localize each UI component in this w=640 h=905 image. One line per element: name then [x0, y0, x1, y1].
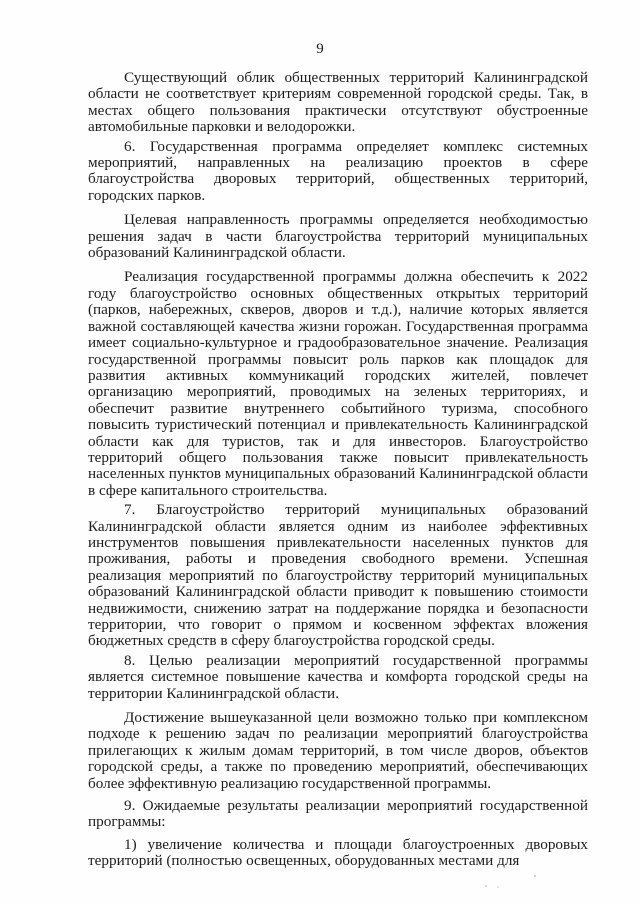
paragraph-public-areas: Существующий облик общественных территорий Калининградской области не соответствует критериям современной городской среды. Так, в местах общего пользования практически отсутствуют обустроенные автомобильные парковки и велодорожки. [88, 69, 588, 136]
paragraph-goal-achievement: Достижение вышеуказанной цели возможно только при комплексном подходе к решению задач по реализации мероприятий благоустройства прилегающих к жилым домам территорий, в том числе дворов, объектов городской среды, а также по проведению мероприятий, обеспечивающих более эффективную реализацию государственной программы. [88, 709, 588, 792]
paragraph-item-9: 9. Ожидаемые результаты реализации мероприятий государственной программы: [88, 797, 588, 831]
page-number: 9 [316, 41, 324, 57]
paragraph-result-1: 1) увеличение количества и площади благоустроенных дворовых территорий (полностью освещенных, оборудованных местами для [88, 835, 588, 870]
scan-specks [480, 872, 560, 892]
paragraph-item-6: 6. Государственная программа определяет комплекс системных мероприятий, направленных на реализацию проектов в сфере благоустройства дворовых территорий, общественных территорий, городских парков. [88, 137, 588, 204]
paragraph-item-7: 7. Благоустройство территорий муниципальных образований Калининградской области является одним из наиболее эффективных инструментов повышения привлекательности населенных пунктов для проживания, работы и проведения свободного времени. Успешная реализация мероприятий по благоустройству территорий муниципальных образований Калининградской области приводит к повышению стоимости недвижимости, снижению затрат на поддержание порядка и безопасности территории, что говорит о прямом и косвенном эффектах вложения бюджетных средств в сферу благоустройства городской среды. [88, 501, 588, 650]
paragraph-program-purpose: Целевая направленность программы определяется необходимостью решения задач в части благоустройства территорий муниципальных образований Калининградской области. [88, 211, 588, 262]
document-body [88, 70, 588, 870]
paragraph-program-implementation: Реализация государственной программы должна обеспечить к 2022 году благоустройство основных общественных открытых территорий (парков, набережных, скверов, дворов и т.д.), наличие которых является важной составляющей качества жизни горожан. Государственная программа имеет социально-культурное и градообразовательное значение. Реализация государственной программы повысит роль парков как площадок для развития активных коммуникаций городских жителей, повлечет организацию мероприятий, проводимых на зеленых территориях, и обеспечит развитие внутреннего событийного туризма, способного повысить туристический потенциал и привлекательность Калининградской области как для туристов, так и для инвесторов. Благоустройство территорий общего пользования также повысит привлекательность населенных пунктов муниципальных образований Калининградской области в сфере капитального строительства. [88, 268, 588, 499]
paragraph-item-8: 8. Целью реализации мероприятий государственной программы является системное повышение качества и комфорта городской среды на территории Калининградской области. [88, 651, 588, 702]
